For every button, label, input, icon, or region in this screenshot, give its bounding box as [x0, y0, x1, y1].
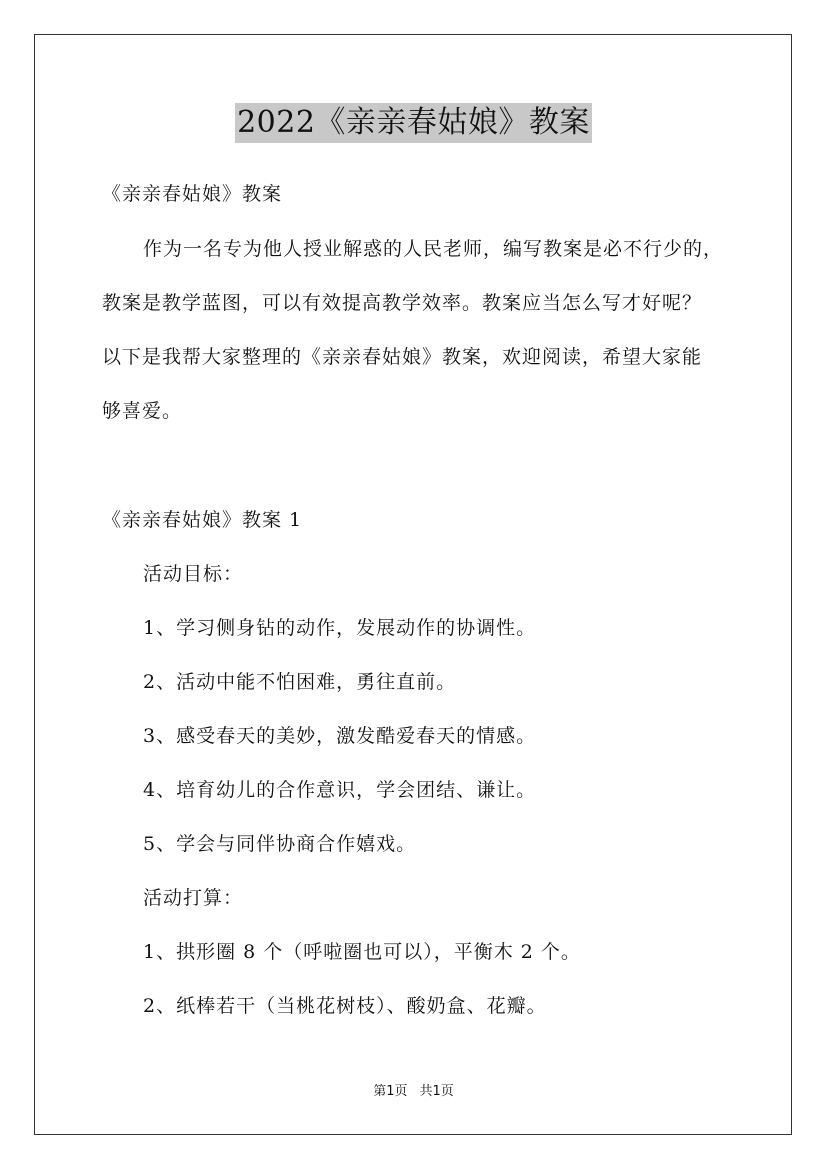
page-footer — [0, 1083, 827, 1101]
prep-heading: 活动打算： — [143, 887, 244, 909]
prep-item-1: 1、拱形圈 8 个（呼啦圈也可以），平衡木 2 个。 — [143, 941, 581, 963]
page-total: 共1页 — [419, 1084, 454, 1099]
intro-line-1: 作为一名专为他人授业解惑的人民老师，编写教案是必不行少的， — [143, 238, 724, 260]
goal-item-5: 5、学会与同伴协商合作嬉戏。 — [143, 833, 417, 855]
goal-item-3: 3、感受春天的美妙，激发酷爱春天的情感。 — [143, 725, 537, 747]
goal-item-4: 4、培育幼儿的合作意识，学会团结、谦让。 — [143, 779, 537, 801]
document-subtitle: 《亲亲春姑娘》教案 — [102, 183, 283, 205]
intro-line-2: 教案是教学蓝图，可以有效提高教学效率。教案应当怎么写才好呢？ — [102, 292, 703, 314]
goal-item-2: 2、活动中能不怕困难，勇往直前。 — [143, 671, 457, 693]
page-number: 第1页 — [373, 1084, 408, 1099]
document-title: 2022《亲亲春姑娘》教案 — [235, 103, 592, 143]
goal-item-1: 1、学习侧身钻的动作，发展动作的协调性。 — [143, 617, 537, 639]
prep-item-2: 2、纸棒若干（当桃花树枝）、酸奶盒、花瓣。 — [143, 995, 547, 1017]
section-heading: 《亲亲春姑娘》教案 1 — [102, 509, 303, 531]
intro-line-4: 够喜爱。 — [102, 400, 183, 422]
intro-line-3: 以下是我帮大家整理的《亲亲春姑娘》教案，欢迎阅读，希望大家能 — [102, 346, 703, 368]
goals-heading: 活动目标： — [143, 563, 244, 585]
title-wrap — [0, 103, 827, 143]
